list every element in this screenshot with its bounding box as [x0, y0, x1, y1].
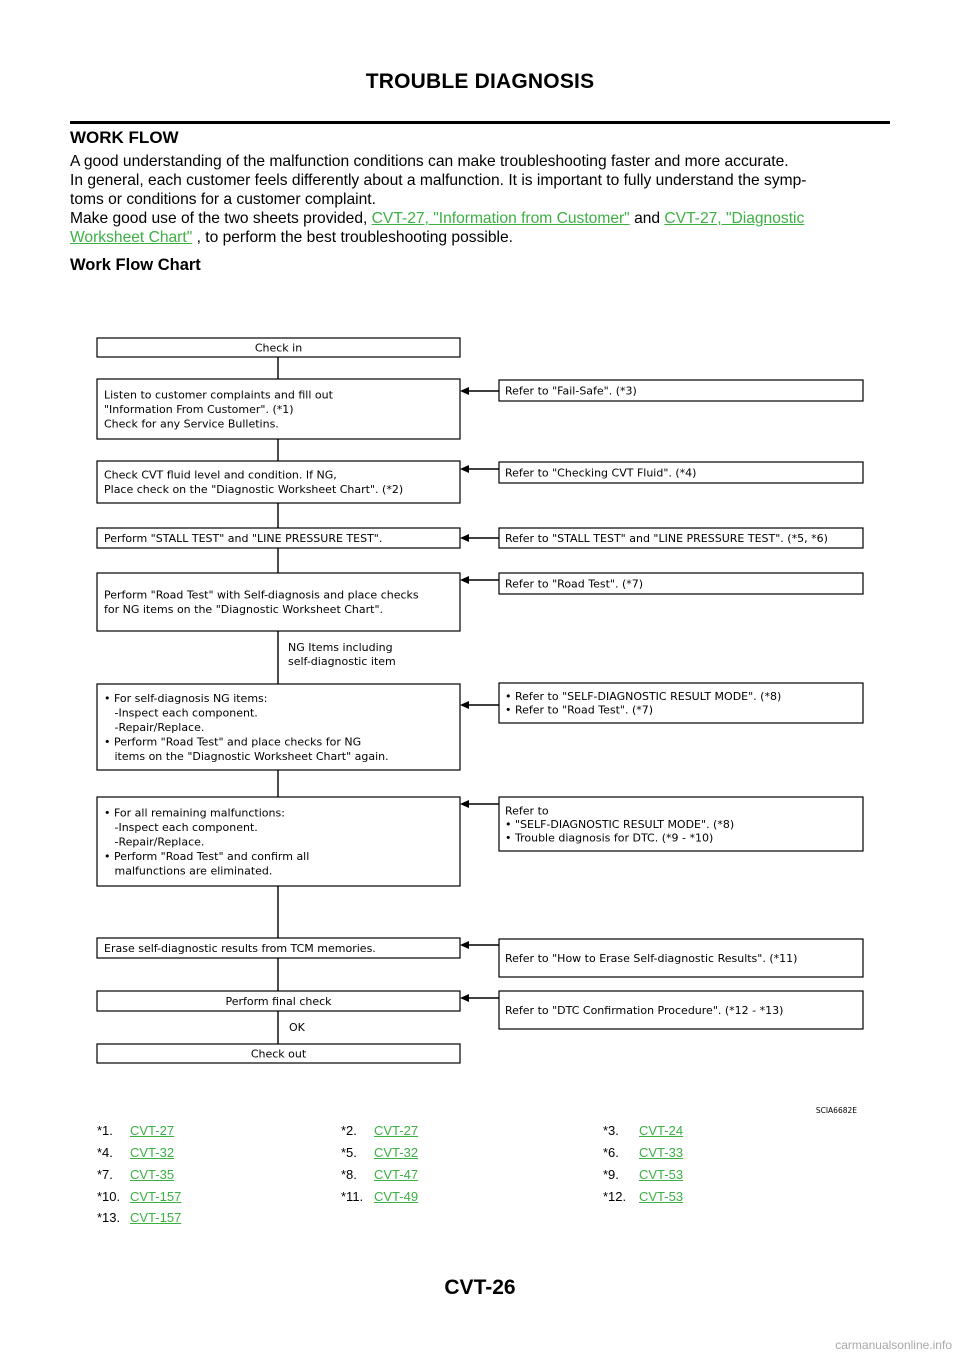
footnote-link[interactable]: CVT-157 [130, 1210, 182, 1225]
flow-reference-text: Refer to "STALL TEST" and "LINE PRESSURE TEST". (*5, *6) [505, 531, 828, 545]
sheets-text-post: , to perform the best troubleshooting possible. [192, 229, 513, 246]
reference-arrow-head [460, 941, 469, 949]
footnote-number: *10. [97, 1189, 121, 1204]
reference-arrow-head [460, 576, 469, 584]
footnote-link[interactable]: CVT-27 [374, 1123, 419, 1138]
intro-paragraph: A good understanding of the malfunction conditions can make troubleshooting faster and more accurate. [70, 153, 789, 170]
footnote-link[interactable]: CVT-32 [130, 1145, 175, 1160]
footnote-link[interactable]: CVT-157 [130, 1189, 182, 1204]
page-title: TROUBLE DIAGNOSIS [365, 70, 595, 93]
flow-step-text: Check for any Service Bulletins. [104, 417, 279, 431]
sheets-text-pre: Make good use of the two sheets provided, [70, 210, 372, 227]
flow-step-text: • Perform "Road Test" and confirm all [104, 849, 310, 863]
work-flow-chart-heading: Work Flow Chart [70, 256, 201, 274]
link-diagnostic-worksheet-part2[interactable]: Worksheet Chart" [70, 229, 193, 246]
link-diagnostic-worksheet-part1[interactable]: CVT-27, "Diagnostic [664, 210, 805, 227]
flow-reference-text: • "SELF-DIAGNOSTIC RESULT MODE". (*8) [505, 817, 735, 831]
footnote-number: *1. [97, 1123, 113, 1138]
footnote-link[interactable]: CVT-27 [130, 1123, 175, 1138]
customer-paragraph-line2: toms or conditions for a customer complaint. [70, 191, 376, 208]
flow-step-text: "Information From Customer". (*1) [104, 402, 294, 416]
flow-step-text: Listen to customer complaints and fill out [104, 388, 333, 402]
sheets-text-mid: and [629, 210, 665, 227]
footnote-link[interactable]: CVT-53 [639, 1167, 684, 1182]
flow-step-text: -Inspect each component. [104, 706, 258, 720]
footnote-link[interactable]: CVT-49 [374, 1189, 419, 1204]
flow-step-text: Check in [254, 341, 303, 355]
flow-step-text: • For all remaining malfunctions: [104, 806, 285, 820]
ng-items-label: self-diagnostic item [288, 655, 396, 668]
ng-items-label: NG Items including [288, 641, 393, 654]
section-title: WORK FLOW [70, 128, 179, 147]
flow-step-text: Perform final check [225, 995, 332, 1008]
flow-step-text: • For self-diagnosis NG items: [104, 691, 268, 705]
footnote-number: *5. [341, 1145, 357, 1160]
flow-step-text: Erase self-diagnostic results from TCM memories. [104, 941, 376, 955]
flow-step-text: -Inspect each component. [104, 820, 258, 834]
reference-arrow-head [460, 994, 469, 1002]
footnote-number: *13. [97, 1210, 121, 1225]
flow-reference-text: Refer to "Checking CVT Fluid". (*4) [505, 466, 697, 480]
flow-reference-text: Refer to "DTC Confirmation Procedure". (*12 - *13) [505, 1003, 784, 1017]
page-number: CVT-26 [444, 1276, 516, 1299]
flow-reference-text: Refer to "Fail-Safe". (*3) [505, 384, 637, 398]
ok-label: OK [289, 1021, 305, 1034]
flow-step-text: malfunctions are eliminated. [104, 864, 273, 878]
footnote-number: *9. [603, 1167, 619, 1182]
footnote-link[interactable]: CVT-24 [639, 1123, 684, 1138]
flow-reference-text: • Refer to "SELF-DIAGNOSTIC RESULT MODE". (*8) [505, 690, 782, 703]
flow-step-text: Perform "STALL TEST" and "LINE PRESSURE TEST". [104, 531, 383, 545]
footnote-number: *7. [97, 1167, 113, 1182]
flow-step-text: • Perform "Road Test" and place checks for NG [104, 735, 362, 749]
flow-step-text: Check out [250, 1047, 307, 1061]
flow-step-text: Place check on the "Diagnostic Worksheet Chart". (*2) [104, 483, 404, 496]
flow-reference-text: Refer to [505, 804, 549, 818]
reference-arrow-head [460, 800, 469, 808]
footnote-number: *8. [341, 1167, 357, 1182]
link-information-from-customer[interactable]: CVT-27, "Information from Customer" [371, 210, 630, 227]
footnote-link[interactable]: CVT-32 [374, 1145, 419, 1160]
reference-arrow-head [460, 387, 469, 395]
footnote-number: *2. [341, 1123, 357, 1138]
footnote-number: *11. [341, 1189, 364, 1204]
customer-paragraph-line1: In general, each customer feels differently about a malfunction. It is important to fully understand the symp- [70, 172, 807, 189]
flow-step-text: -Repair/Replace. [104, 835, 205, 849]
flow-step-text: -Repair/Replace. [104, 720, 205, 734]
flow-step-text: items on the "Diagnostic Worksheet Chart" again. [104, 749, 389, 763]
flow-step-box [97, 573, 460, 631]
flow-reference-text: Refer to "Road Test". (*7) [505, 577, 644, 591]
footnote-number: *6. [603, 1145, 619, 1160]
footnote-number: *4. [97, 1145, 113, 1160]
footnote-link[interactable]: CVT-35 [130, 1167, 175, 1182]
flow-reference-text: Refer to "How to Erase Self-diagnostic Results". (*11) [505, 951, 798, 965]
flow-step-text: Check CVT fluid level and condition. If NG, [104, 468, 337, 482]
flow-step-box [97, 461, 460, 503]
flow-reference-text: • Trouble diagnosis for DTC. (*9 - *10) [505, 831, 714, 845]
flow-step-text: Perform "Road Test" with Self-diagnosis and place checks [104, 588, 419, 602]
footnote-link[interactable]: CVT-53 [639, 1189, 684, 1204]
footnote-number: *12. [603, 1189, 627, 1204]
watermark: carmanualsonline.info [835, 1338, 952, 1352]
footnote-link[interactable]: CVT-47 [374, 1167, 419, 1182]
reference-arrow-head [460, 534, 469, 542]
figure-id: SCIA6682E [815, 1106, 857, 1115]
flow-step-text: for NG items on the "Diagnostic Worksheet Chart". [104, 603, 384, 616]
footnote-number: *3. [603, 1123, 619, 1138]
reference-arrow-head [460, 465, 469, 473]
flow-reference-text: • Refer to "Road Test". (*7) [505, 703, 654, 717]
footnote-link[interactable]: CVT-33 [639, 1145, 684, 1160]
reference-arrow-head [460, 701, 469, 709]
